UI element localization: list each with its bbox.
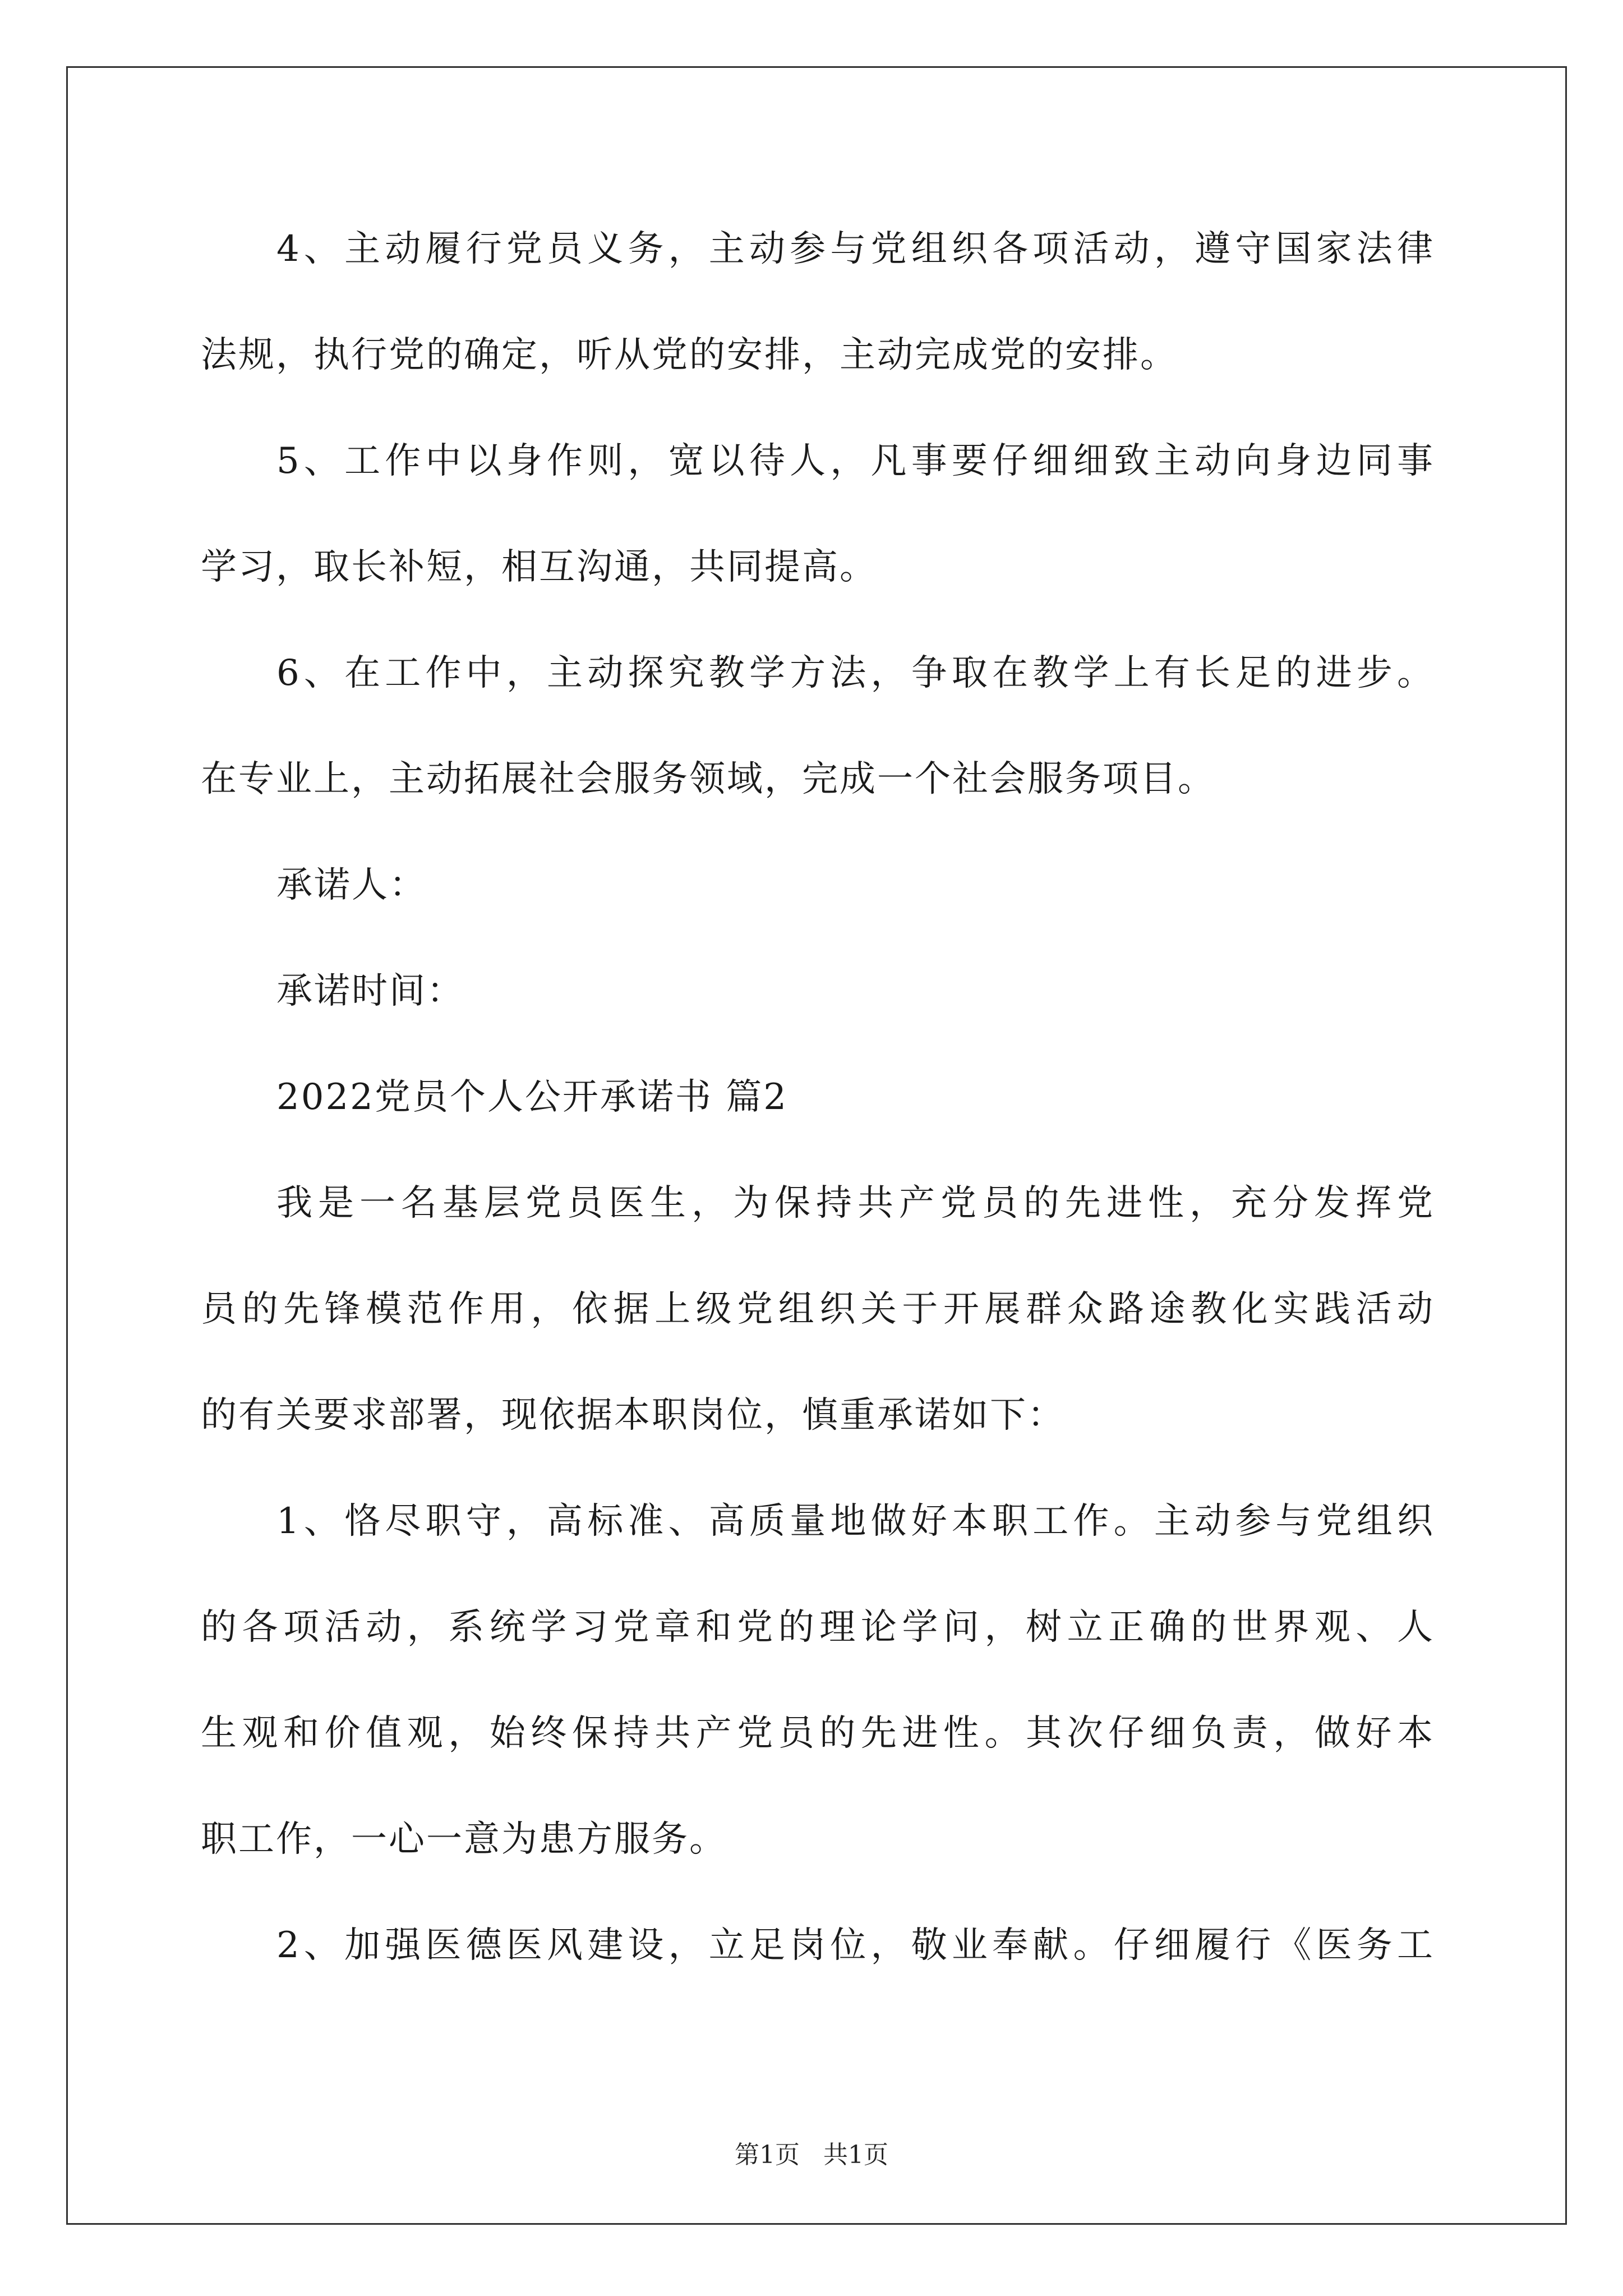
text-line-5: 6、在工作中，主动探究教学方法，争取在教学上有长足的进步。 (276, 652, 1435, 694)
text-line-12: 的有关要求部署，现依据本职岗位，慎重承诺如下： (201, 1395, 1065, 1436)
promisor-label: 承诺人： (276, 864, 427, 906)
text-line-3: 5、工作中以身作则，宽以待人，凡事要仔细细致主动向身边同事 (276, 440, 1435, 482)
text-line-6: 在专业上，主动拓展社会服务领域，完成一个社会服务项目。 (201, 758, 1215, 800)
text-line-13: 1、恪尽职守，高标准、高质量地做好本职工作。主动参与党组织 (276, 1501, 1435, 1542)
text-line-14: 的各项活动，系统学习党章和党的理论学问，树立正确的世界观、人 (201, 1607, 1435, 1648)
text-line-1: 4、主动履行党员义务，主动参与党组织各项活动，遵守国家法律 (276, 228, 1435, 270)
text-line-15: 生观和价值观，始终保持共产党员的先进性。其次仔细负责，做好本 (201, 1713, 1435, 1754)
text-line-4: 学习，取长补短，相互沟通，共同提高。 (201, 546, 877, 588)
page-footer: 第1页 共1页 (735, 2141, 888, 2169)
text-line-17: 2、加强医德医风建设，立足岗位，敬业奉献。仔细履行《医务工 (276, 1925, 1435, 1966)
text-line-16: 职工作，一心一意为患方服务。 (201, 1819, 727, 1860)
text-line-2: 法规，执行党的确定，听从党的安排，主动完成党的安排。 (201, 334, 1178, 376)
text-line-11: 员的先锋模范作用，依据上级党组织关于开展群众路途教化实践活动 (201, 1289, 1435, 1330)
section-heading: 2022党员个人公开承诺书 篇2 (276, 1076, 788, 1118)
promise-date-label: 承诺时间： (276, 970, 464, 1012)
document-body (201, 196, 1435, 1999)
text-line-10: 我是一名基层党员医生，为保持共产党员的先进性，充分发挥党 (276, 1182, 1435, 1224)
